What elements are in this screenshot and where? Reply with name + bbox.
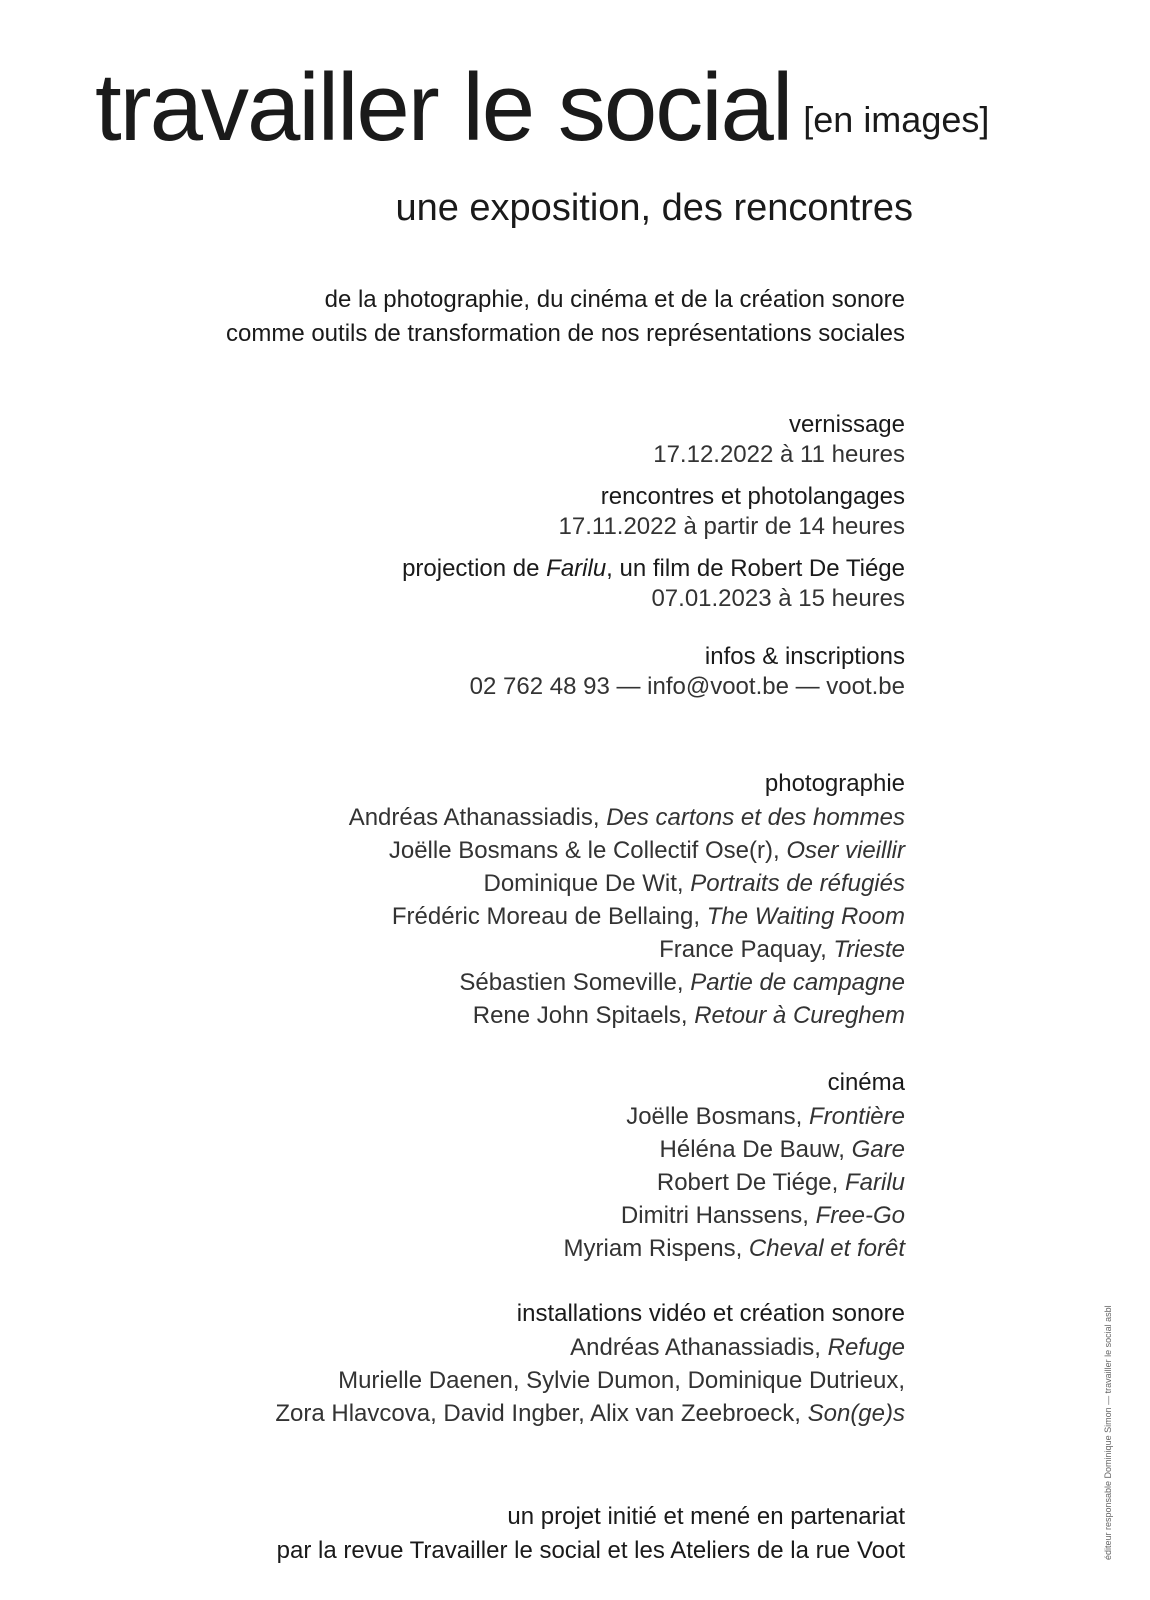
list-item xyxy=(564,1133,905,1166)
author: Joëlle Bosmans & le Collectif Ose(r), xyxy=(388,837,787,864)
lead-text xyxy=(226,283,905,351)
section-installations xyxy=(275,1297,905,1430)
work-title: Retour à Cureghem xyxy=(694,1002,905,1029)
event-rencontres xyxy=(402,482,905,542)
event-projection xyxy=(402,554,905,614)
author: Myriam Rispens, xyxy=(563,1235,749,1262)
publisher-credit: éditeur responsable Dominique Simon — travailler le social asbl xyxy=(1103,1305,1113,1560)
author: Dominique De Wit, xyxy=(483,870,691,897)
event-label: rencontres et photolangages xyxy=(600,483,905,510)
event-date: 17.12.2022 à 11 heures xyxy=(653,441,905,468)
work-title: Oser vieillir xyxy=(786,837,905,864)
author: Joëlle Bosmans, xyxy=(626,1103,809,1130)
work-title: Cheval et forêt xyxy=(748,1235,905,1262)
infos-label: infos & inscriptions xyxy=(704,643,905,670)
projection-film-title: Farilu xyxy=(546,555,607,582)
author: Rene John Spitaels, xyxy=(472,1002,695,1029)
author: Frédéric Moreau de Bellaing, xyxy=(391,903,707,930)
lead-line-2: comme outils de transformation de nos représentations sociales xyxy=(225,320,905,347)
work-title: Trieste xyxy=(833,936,905,963)
work-title: Son(ge)s xyxy=(807,1400,905,1427)
list-item xyxy=(349,900,905,933)
partner-line-1: un projet initié et mené en partenariat xyxy=(507,1503,905,1530)
work-title: The Waiting Room xyxy=(706,903,905,930)
event-label: vernissage xyxy=(788,411,905,438)
work-title: Refuge xyxy=(827,1334,905,1361)
list-item xyxy=(349,834,905,867)
author: Andréas Athanassiadis, xyxy=(570,1334,828,1361)
list-item xyxy=(564,1166,905,1199)
section-heading: photographie xyxy=(764,770,905,797)
section-photographie xyxy=(349,767,905,1032)
title-main: travailler le social xyxy=(95,54,792,161)
work-title: Frontière xyxy=(808,1103,905,1130)
section-cinema xyxy=(564,1066,905,1265)
author: Zora Hlavcova, David Ingber, Alix van Zeebroeck, xyxy=(275,1400,808,1427)
list-item xyxy=(564,1232,905,1265)
list-item xyxy=(275,1364,905,1397)
author: Sébastien Someville, xyxy=(459,969,691,996)
section-heading: installations vidéo et création sonore xyxy=(516,1300,905,1327)
title-suffix: [en images] xyxy=(803,99,990,140)
list-item xyxy=(349,999,905,1032)
event-infos xyxy=(402,642,905,702)
list-item xyxy=(564,1199,905,1232)
list-item xyxy=(275,1331,905,1364)
author: Dimitri Hanssens, xyxy=(620,1202,816,1229)
author: Murielle Daenen, Sylvie Dumon, Dominique Dutrieux, xyxy=(338,1367,905,1394)
projection-label-pre: projection de xyxy=(402,555,547,582)
events-list xyxy=(402,410,905,714)
event-date: 07.01.2023 à 15 heures xyxy=(651,585,905,612)
lead-line-1: de la photographie, du cinéma et de la création sonore xyxy=(324,286,905,313)
work-title: Farilu xyxy=(844,1169,905,1196)
author: Andréas Athanassiadis, xyxy=(348,804,607,831)
partner-line-2: par la revue Travailler le social et les Ateliers de la rue Voot xyxy=(276,1537,905,1564)
partner-text xyxy=(277,1500,905,1568)
work-title: Gare xyxy=(851,1136,905,1163)
list-item xyxy=(349,933,905,966)
list-item xyxy=(349,867,905,900)
list-item xyxy=(275,1397,905,1430)
work-title: Portraits de réfugiés xyxy=(690,870,905,897)
list-item xyxy=(564,1100,905,1133)
contact-details: 02 762 48 93 — info@voot.be — voot.be xyxy=(469,673,905,700)
tagline: une exposition, des rencontres xyxy=(395,187,913,229)
work-title: Free-Go xyxy=(815,1202,905,1229)
author: Robert De Tiége, xyxy=(656,1169,845,1196)
list-item xyxy=(349,801,905,834)
event-date: 17.11.2022 à partir de 14 heures xyxy=(558,513,905,540)
author: France Paquay, xyxy=(659,936,834,963)
work-title: Des cartons et des hommes xyxy=(606,804,905,831)
poster-title xyxy=(95,54,990,161)
author: Héléna De Bauw, xyxy=(659,1136,852,1163)
list-item xyxy=(349,966,905,999)
event-label xyxy=(402,554,905,584)
section-heading: cinéma xyxy=(827,1069,905,1096)
event-vernissage xyxy=(402,410,905,470)
work-title: Partie de campagne xyxy=(690,969,905,996)
projection-label-post: , un film de Robert De Tiége xyxy=(606,555,905,582)
